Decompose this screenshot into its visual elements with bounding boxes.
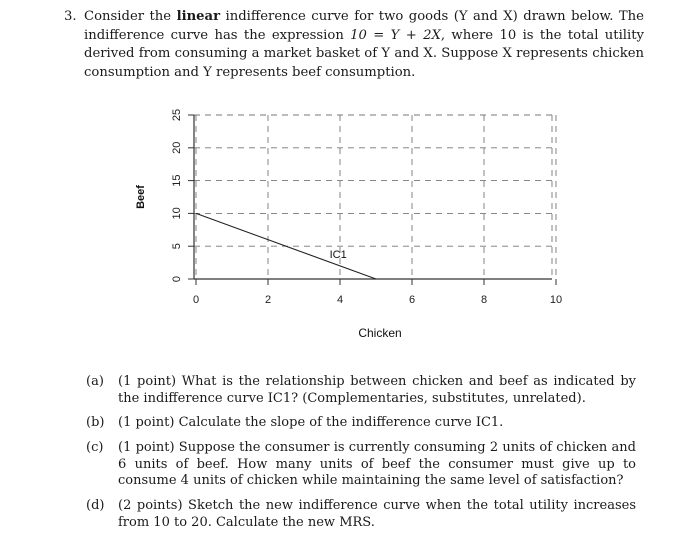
intro-bold: linear <box>176 9 221 24</box>
chart-axes <box>188 115 556 285</box>
problem-number: 3. <box>64 9 77 24</box>
question-a-text: (1 point) What is the relationship between chicken and beef as indicated by the indifference curve IC1? (Complementaries, substitutes, unrelated). <box>118 374 636 406</box>
x-tick-label-4: 8 <box>480 294 488 306</box>
question-c-label: (c) <box>86 440 104 455</box>
x-tick-label-3: 6 <box>408 294 416 306</box>
question-b-text: (1 point) Calculate the slope of the indifference curve IC1. <box>118 415 504 430</box>
problem-3 <box>64 8 644 82</box>
curve-label-0: IC1 <box>329 249 347 262</box>
question-c <box>86 440 636 490</box>
question-d-label: (d) <box>86 498 105 513</box>
y-tick-label-3: 15 <box>170 174 183 187</box>
question-a <box>86 374 636 407</box>
chart-grid <box>194 115 556 279</box>
y-tick-label-4: 20 <box>170 141 183 154</box>
question-b-label: (b) <box>86 415 105 430</box>
intro-pre: Consider the <box>84 9 172 24</box>
x-tick-label-2: 4 <box>336 294 344 306</box>
question-c-text: (1 point) Suppose the consumer is currently consuming 2 units of chicken and 6 units of beef. How many units of beef the consumer must give up to consume 4 units of chicken while maintaining the same level of satisfaction? <box>118 440 636 488</box>
y-tick-label-1: 5 <box>170 243 183 250</box>
y-tick-label-0: 0 <box>170 275 183 283</box>
intro-mid: indifference curve for two goods (Y and X) drawn below. The indifference curve has the expression <box>84 9 644 43</box>
x-tick-label-1: 2 <box>264 294 272 306</box>
utility-expression: 10 = Y + 2X <box>350 27 441 43</box>
question-d-text: (2 points) Sketch the new indifference curve when the total utility increases from 10 to 20. Calculate the new MRS. <box>118 498 636 530</box>
indifference-curve-chart <box>120 95 590 355</box>
question-a-label: (a) <box>86 374 104 389</box>
y-tick-label-2: 10 <box>170 207 183 220</box>
y-axis-label: Beef <box>135 185 147 209</box>
problem-stem <box>84 8 644 82</box>
x-tick-label-0: 0 <box>192 294 200 306</box>
x-tick-label-5: 10 <box>549 294 563 306</box>
question-b <box>86 415 636 432</box>
x-axis-label: Chicken <box>358 326 402 340</box>
chart-labels <box>135 109 562 340</box>
intro-post: , where 10 is the total utility derived from consuming a market basket of Y and X. Suppose X represents chicken consumption and Y represents beef consumption. <box>84 27 644 80</box>
y-tick-label-5: 25 <box>170 108 183 122</box>
question-d <box>86 498 636 531</box>
